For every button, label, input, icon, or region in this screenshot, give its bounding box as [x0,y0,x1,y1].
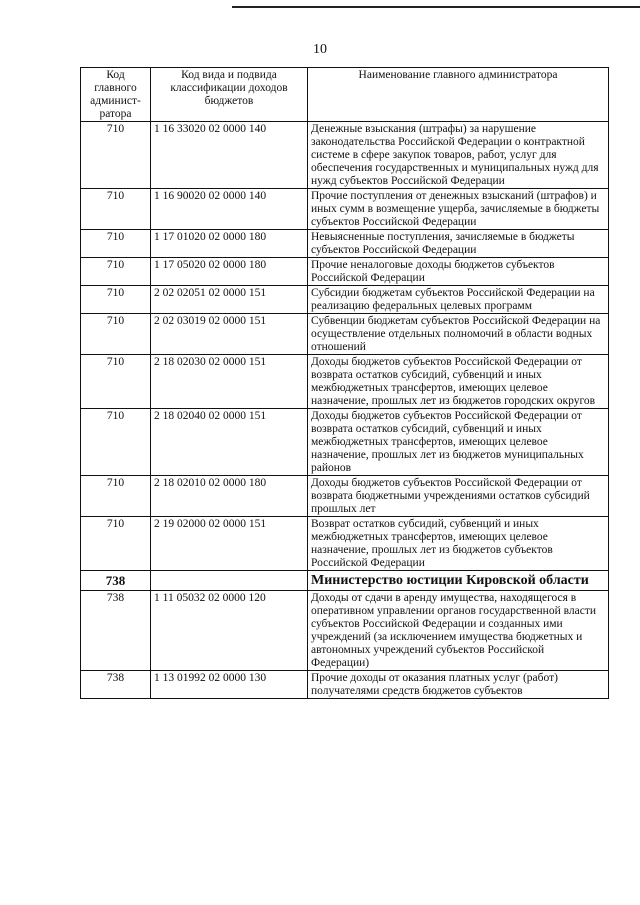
admin-code-cell: 710 [81,230,151,258]
revenue-code-cell: 2 02 03019 02 0000 151 [151,314,308,355]
table-row [81,409,609,476]
revenue-code-cell [151,571,308,591]
admin-code-cell: 710 [81,314,151,355]
top-rule [232,6,640,8]
admin-name-cell: Субсидии бюджетам субъектов Российской Федерации на реализацию федеральных целевых программ [308,286,609,314]
admin-code-cell: 710 [81,517,151,571]
org-header-row [81,571,609,591]
revenue-code-cell: 1 16 33020 02 0000 140 [151,122,308,189]
revenue-code-cell: 1 11 05032 02 0000 120 [151,591,308,671]
header-admin-name: Наименование главного администратора [308,68,609,122]
revenue-administrators-table [80,67,609,699]
admin-name-cell: Субвенции бюджетам субъектов Российской Федерации на осуществление отдельных полномочий в области водных отношений [308,314,609,355]
admin-code-cell: 710 [81,189,151,230]
revenue-code-cell: 2 18 02030 02 0000 151 [151,355,308,409]
table-row [81,476,609,517]
table-row [81,122,609,189]
admin-code-cell: 710 [81,258,151,286]
admin-code-cell: 710 [81,409,151,476]
table-row [81,591,609,671]
admin-code-cell: 710 [81,122,151,189]
admin-name-cell: Доходы бюджетов субъектов Российской Федерации от возврата остатков субсидий, субвенций и иных межбюджетных трансфертов, имеющих целевое назначение, прошлых лет из бюджетов городских округов [308,355,609,409]
admin-name-cell: Прочие поступления от денежных взысканий (штрафов) и иных сумм в возмещение ущерба, зачисляемые в бюджеты субъектов Российской Федерации [308,189,609,230]
revenue-code-cell: 1 17 05020 02 0000 180 [151,258,308,286]
admin-name-cell: Доходы бюджетов субъектов Российской Федерации от возврата бюджетными учреждениями остатков субсидий прошлых лет [308,476,609,517]
table-row [81,258,609,286]
admin-code-cell: 738 [81,591,151,671]
admin-code-cell: 738 [81,571,151,591]
revenue-code-cell: 2 19 02000 02 0000 151 [151,517,308,571]
admin-name-cell: Прочие неналоговые доходы бюджетов субъектов Российской Федерации [308,258,609,286]
header-admin-code: Код главного админист-ратора [81,68,151,122]
table-row [81,286,609,314]
revenue-code-cell: 2 18 02010 02 0000 180 [151,476,308,517]
table-row [81,355,609,409]
admin-code-cell: 738 [81,671,151,699]
admin-name-cell: Невыясненные поступления, зачисляемые в бюджеты субъектов Российской Федерации [308,230,609,258]
table-row [81,230,609,258]
revenue-code-cell: 2 02 02051 02 0000 151 [151,286,308,314]
admin-name-cell: Доходы бюджетов субъектов Российской Федерации от возврата остатков субсидий, субвенций и иных межбюджетных трансфертов, имеющих целевое назначение, прошлых лет из бюджетов муниципальных районов [308,409,609,476]
admin-name-cell: Доходы от сдачи в аренду имущества, находящегося в оперативном управлении органов государственной власти субъектов Российской Федерации и созданных ими учреждений (за исключением имущества бюджетных и автономных учреждений субъектов Российской Федерации) [308,591,609,671]
table-row [81,189,609,230]
admin-name-cell: Прочие доходы от оказания платных услуг (работ) получателями средств бюджетов субъектов [308,671,609,699]
admin-name-cell: Денежные взыскания (штрафы) за нарушение законодательства Российской Федерации о контрактной системе в сфере закупок товаров, работ, услуг для обеспечения государственных и муниципальных нужд для нужд субъектов Российской Федерации [308,122,609,189]
table-row [81,671,609,699]
table-body [81,122,609,699]
revenue-code-cell: 1 16 90020 02 0000 140 [151,189,308,230]
header-revenue-code: Код вида и подвида классификации доходов бюджетов [151,68,308,122]
table-row [81,314,609,355]
admin-name-cell: Возврат остатков субсидий, субвенций и иных межбюджетных трансфертов, имеющих целевое назначение, прошлых лет из бюджетов субъектов Российской Федерации [308,517,609,571]
revenue-code-cell: 1 13 01992 02 0000 130 [151,671,308,699]
page-number: 10 [313,42,327,57]
admin-code-cell: 710 [81,355,151,409]
table-header-row [81,68,609,122]
revenue-code-cell: 2 18 02040 02 0000 151 [151,409,308,476]
revenue-code-cell: 1 17 01020 02 0000 180 [151,230,308,258]
admin-code-cell: 710 [81,286,151,314]
table-row [81,517,609,571]
admin-code-cell: 710 [81,476,151,517]
admin-name-cell: Министерство юстиции Кировской области [308,571,609,591]
